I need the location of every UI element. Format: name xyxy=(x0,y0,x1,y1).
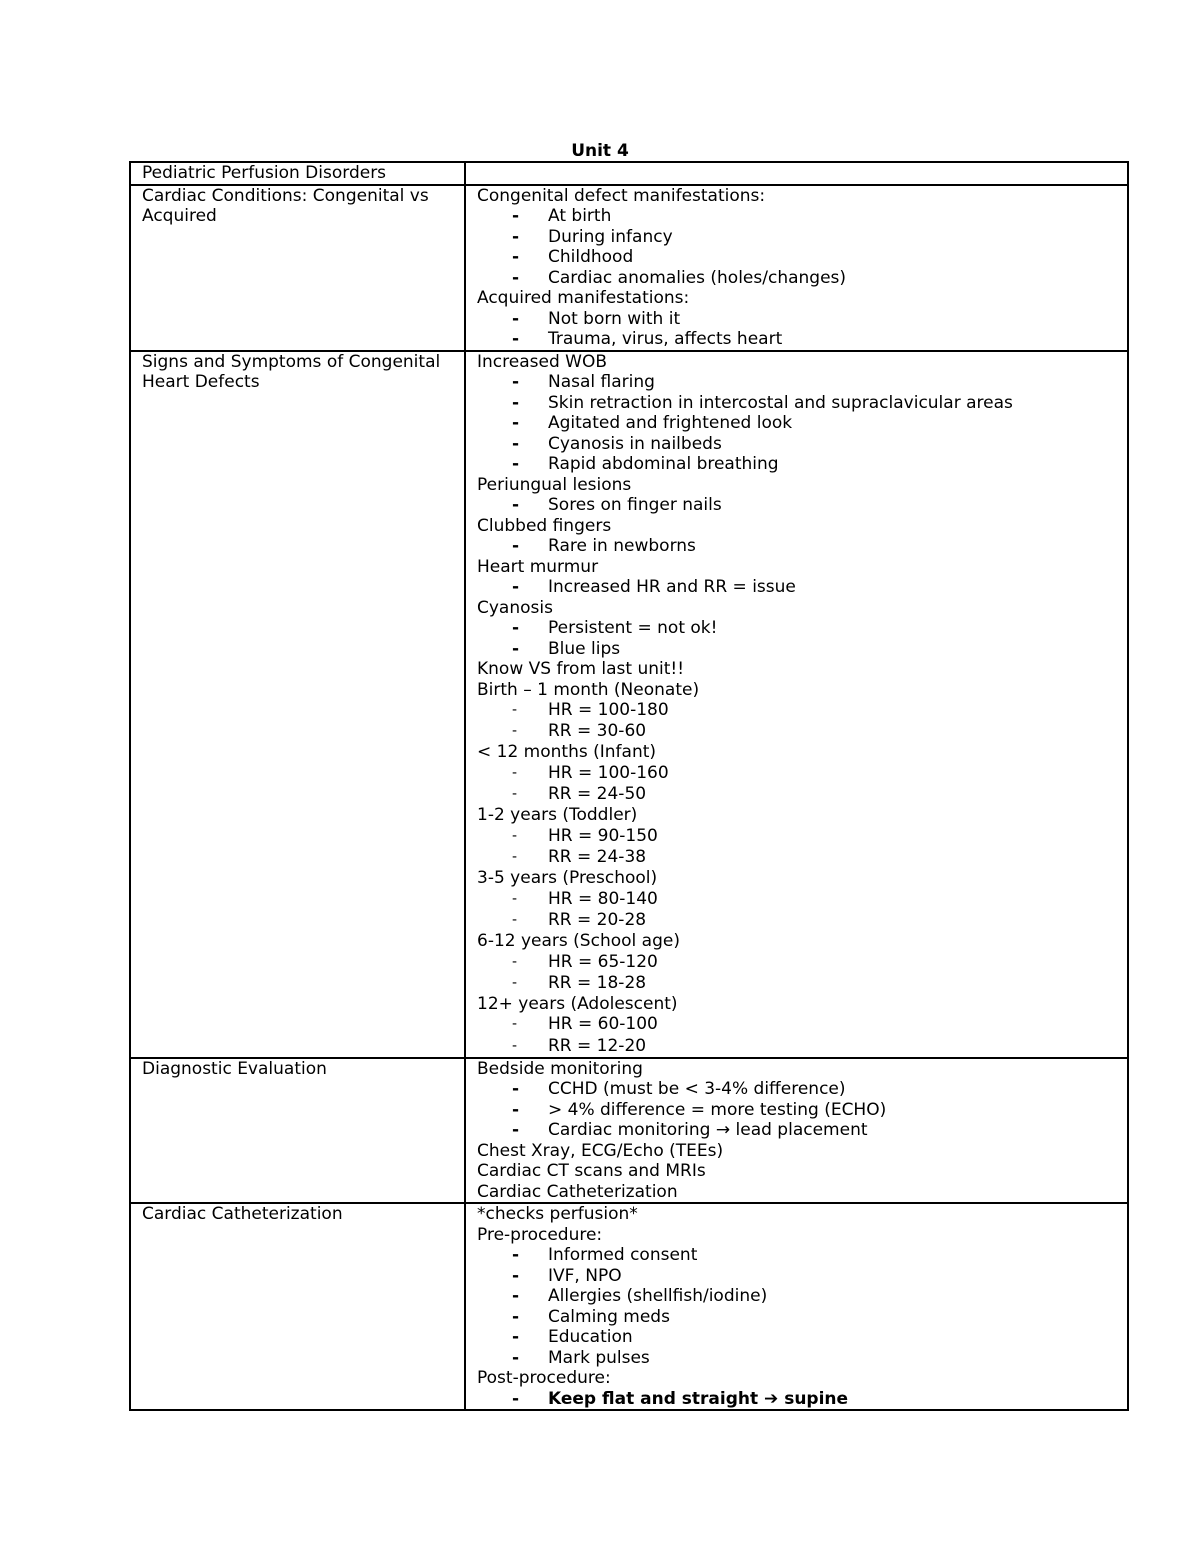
list-item-text: HR = 80-140 xyxy=(548,888,658,909)
bullet-dash-icon: - xyxy=(512,454,520,474)
bullet-dash-icon: - xyxy=(512,226,520,247)
list-item-text: Blue lips xyxy=(548,638,621,659)
row-content-cell xyxy=(465,351,1128,1058)
list-item xyxy=(477,618,1117,639)
list-item-text: Skin retraction in intercostal and supraclavicular areas xyxy=(548,392,1013,413)
bullet-dash-icon: - xyxy=(512,786,518,803)
bullet-dash-icon: - xyxy=(512,618,520,638)
list-item xyxy=(477,434,1117,455)
bullet-dash-icon: - xyxy=(512,974,518,991)
bullet-dash-icon: - xyxy=(512,1306,520,1327)
row-content-cell xyxy=(465,185,1128,351)
list-item-text: Agitated and frightened look xyxy=(548,413,793,433)
bullet-dash-icon: - xyxy=(512,413,520,433)
bullet-dash-icon: - xyxy=(512,267,520,288)
list-item-text: RR = 20-28 xyxy=(548,909,647,930)
list-item xyxy=(477,889,1117,910)
list-item xyxy=(477,413,1117,434)
bullet-dash-icon: - xyxy=(512,1099,520,1120)
list-item-text: CCHD (must be < 3-4% difference) xyxy=(548,1079,846,1100)
list-item-text: Increased HR and RR = issue xyxy=(548,577,796,597)
header-content-cell xyxy=(465,162,1128,185)
list-item xyxy=(477,826,1117,847)
list-item xyxy=(477,329,1117,350)
table-header-row xyxy=(130,162,1128,185)
list-item xyxy=(477,206,1117,227)
content-line: Congenital defect manifestations: xyxy=(477,185,766,206)
list-item xyxy=(477,973,1117,994)
list-item xyxy=(477,372,1117,393)
bullet-dash-icon: - xyxy=(512,372,520,392)
list-item xyxy=(477,1079,1117,1100)
header-label-cell: Pediatric Perfusion Disorders xyxy=(130,162,465,185)
bullet-dash-icon: - xyxy=(512,1016,518,1033)
table-row xyxy=(130,185,1128,351)
content-line: Post-procedure: xyxy=(477,1368,611,1389)
bullet-dash-icon: - xyxy=(512,1037,518,1054)
content-line: Pre-procedure: xyxy=(477,1224,603,1245)
list-item xyxy=(477,454,1117,475)
bullet-dash-icon: - xyxy=(512,827,518,844)
table-row xyxy=(130,1058,1128,1204)
row-label-cell: Cardiac Conditions: Congenital vs Acquired xyxy=(130,185,465,351)
content-line: 1-2 years (Toddler) xyxy=(477,805,638,826)
list-item xyxy=(477,1245,1117,1266)
list-item xyxy=(477,536,1117,557)
list-item xyxy=(477,1327,1117,1348)
list-item xyxy=(477,1036,1117,1057)
list-item-text: Rapid abdominal breathing xyxy=(548,454,779,474)
content-line: Heart murmur xyxy=(477,556,599,577)
bullet-dash-icon: - xyxy=(512,308,520,329)
list-item xyxy=(477,639,1117,660)
row-content-cell xyxy=(465,1203,1128,1410)
list-item xyxy=(477,227,1117,248)
list-item xyxy=(477,495,1117,516)
list-item xyxy=(477,1014,1117,1035)
list-item-text: > 4% difference = more testing (ECHO) xyxy=(548,1099,887,1120)
list-item-text: Sores on finger nails xyxy=(548,495,722,515)
list-item xyxy=(477,910,1117,931)
content-line: Birth – 1 month (Neonate) xyxy=(477,679,700,700)
list-item-text: RR = 30-60 xyxy=(548,721,647,742)
bullet-dash-icon: - xyxy=(512,1327,520,1348)
row-content-cell xyxy=(465,1058,1128,1204)
list-item-text: Calming meds xyxy=(548,1306,670,1327)
bullet-dash-icon: - xyxy=(512,702,518,718)
bullet-dash-icon: - xyxy=(512,1347,520,1368)
bullet-dash-icon: - xyxy=(512,392,520,413)
list-item-text: Allergies (shellfish/iodine) xyxy=(548,1286,768,1307)
bullet-dash-icon: - xyxy=(512,329,520,349)
list-item-text: RR = 24-38 xyxy=(548,846,647,867)
content-line: Cyanosis xyxy=(477,597,553,618)
list-item-text: IVF, NPO xyxy=(548,1265,622,1286)
content-line: Clubbed fingers xyxy=(477,515,612,536)
bullet-dash-icon: - xyxy=(512,1265,520,1286)
list-item xyxy=(477,784,1117,805)
list-item-text: Trauma, virus, affects heart xyxy=(548,329,783,349)
list-item xyxy=(477,577,1117,598)
list-item-text: Persistent = not ok! xyxy=(548,618,718,638)
table-row xyxy=(130,351,1128,1058)
bullet-dash-icon: - xyxy=(512,206,520,226)
bullet-dash-icon: - xyxy=(512,764,518,781)
list-item-text: HR = 65-120 xyxy=(548,951,658,972)
bullet-dash-icon: - xyxy=(512,495,520,515)
list-item xyxy=(477,700,1117,721)
list-item-text: RR = 24-50 xyxy=(548,784,647,805)
list-item-text: HR = 100-160 xyxy=(548,762,669,783)
list-item-text: Keep flat and straight ➔ supine xyxy=(548,1388,849,1409)
content-line: *checks perfusion* xyxy=(477,1204,638,1225)
list-item xyxy=(477,309,1117,330)
list-item xyxy=(477,1307,1117,1328)
list-item-text: HR = 100-180 xyxy=(548,700,669,720)
list-item-text: HR = 90-150 xyxy=(548,825,658,846)
list-item xyxy=(477,1389,1117,1410)
content-line: < 12 months (Infant) xyxy=(477,742,657,763)
bullet-dash-icon: - xyxy=(512,890,518,907)
list-item xyxy=(477,1100,1117,1121)
content-line: Cardiac CT scans and MRIs xyxy=(477,1161,706,1182)
bullet-dash-icon: - xyxy=(512,723,518,740)
list-item xyxy=(477,1348,1117,1369)
list-item-text: Cyanosis in nailbeds xyxy=(548,433,722,454)
content-line: Acquired manifestations: xyxy=(477,288,690,308)
bullet-dash-icon: - xyxy=(512,433,520,454)
list-item-text: Cardiac anomalies (holes/changes) xyxy=(548,267,847,288)
list-item xyxy=(477,268,1117,289)
content-line: 6-12 years (School age) xyxy=(477,931,680,951)
table-row xyxy=(130,1203,1128,1410)
list-item-text: Childhood xyxy=(548,247,634,267)
bullet-dash-icon: - xyxy=(512,1286,520,1307)
row-label-cell: Signs and Symptoms of Congenital Heart Defects xyxy=(130,351,465,1058)
bullet-dash-icon: - xyxy=(512,1079,520,1100)
content-line: Cardiac Catheterization xyxy=(477,1181,678,1202)
bullet-dash-icon: - xyxy=(512,577,520,597)
list-item xyxy=(477,247,1117,268)
list-item xyxy=(477,952,1117,973)
bullet-dash-icon: - xyxy=(512,953,518,970)
bullet-dash-icon: - xyxy=(512,638,520,659)
bullet-dash-icon: - xyxy=(512,536,520,556)
list-item-text: RR = 18-28 xyxy=(548,972,647,993)
list-item xyxy=(477,1286,1117,1307)
content-line: Increased WOB xyxy=(477,351,607,372)
list-item-text: Not born with it xyxy=(548,308,681,329)
list-item xyxy=(477,763,1117,784)
list-item xyxy=(477,847,1117,868)
list-item-text: Nasal flaring xyxy=(548,372,655,392)
row-label-cell: Diagnostic Evaluation xyxy=(130,1058,465,1204)
bullet-dash-icon: - xyxy=(512,911,518,928)
list-item-text: Informed consent xyxy=(548,1245,698,1266)
list-item-text: Mark pulses xyxy=(548,1347,650,1368)
list-item xyxy=(477,1120,1117,1141)
bullet-dash-icon: - xyxy=(512,247,520,267)
list-item xyxy=(477,393,1117,414)
bullet-dash-icon: - xyxy=(512,1245,520,1266)
list-item-text: Education xyxy=(548,1327,633,1348)
list-item-text: At birth xyxy=(548,206,612,226)
list-item-text: Rare in newborns xyxy=(548,536,696,556)
page-title: Unit 4 xyxy=(571,141,629,161)
list-item-text: RR = 12-20 xyxy=(548,1035,647,1056)
content-line: 3-5 years (Preschool) xyxy=(477,868,658,889)
bullet-dash-icon: - xyxy=(512,1120,520,1141)
content-line: Periungual lesions xyxy=(477,474,632,495)
list-item-text: During infancy xyxy=(548,226,673,247)
content-line: Chest Xray, ECG/Echo (TEEs) xyxy=(477,1140,724,1161)
list-item-text: Cardiac monitoring → lead placement xyxy=(548,1120,868,1141)
row-label-cell: Cardiac Catheterization xyxy=(130,1203,465,1410)
bullet-dash-icon: - xyxy=(512,1388,520,1409)
bullet-dash-icon: - xyxy=(512,848,518,865)
content-line: 12+ years (Adolescent) xyxy=(477,993,678,1014)
list-item-text: HR = 60-100 xyxy=(548,1014,658,1035)
list-item xyxy=(477,1266,1117,1287)
list-item xyxy=(477,721,1117,742)
notes-table xyxy=(129,161,1129,1411)
content-line: Bedside monitoring xyxy=(477,1058,643,1079)
content-line: Know VS from last unit!! xyxy=(477,659,685,679)
